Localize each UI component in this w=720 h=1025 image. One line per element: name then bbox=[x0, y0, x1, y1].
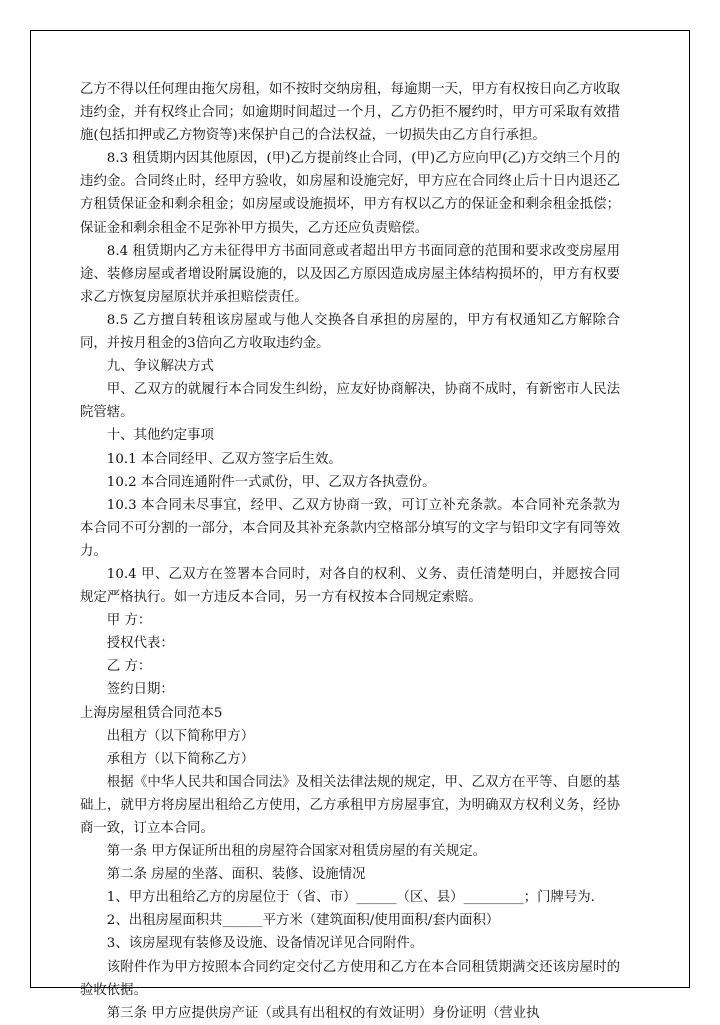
paragraph-clause-10-1: 10.1 本合同经甲、乙双方签字后生效。 bbox=[106, 451, 342, 467]
party-lessee: 承租方（以下简称乙方） bbox=[106, 751, 255, 767]
article-2-heading: 第二条 房屋的坐落、面积、装修、设施情况 bbox=[106, 867, 366, 883]
article-2-item-1: 1、甲方出租给乙方的房屋位于（省、市）______（区、县）_________；门牌号为． bbox=[106, 890, 605, 906]
paragraph-preamble: 根据《中华人民共和国合同法》及相关法律法规的规定，甲、乙双方在平等、自愿的基础上，就甲方将房屋出租给乙方使用，乙方承租甲方房屋事宜，为明确双方权利义务，经协商一致，订立本合同。 bbox=[80, 774, 620, 836]
paragraph-clause-10-3: 10.3 本合同未尽事宜，经甲、乙双方协商一致，可订立补充条款。本合同补充条款为本合同不可分割的一部分，本合同及其补充条款内空格部分填写的文字与铅印文字有同等效力。 bbox=[80, 497, 620, 559]
heading-other-matters: 十、其他约定事项 bbox=[106, 428, 214, 444]
contract-title: 上海房屋租赁合同范本5 bbox=[80, 705, 223, 721]
document-body bbox=[80, 78, 620, 1025]
article-2-item-3: 3、该房屋现有装修及设施、设备情况详见合同附件。 bbox=[106, 936, 424, 952]
signature-party-a: 甲 方： bbox=[106, 613, 152, 629]
party-lessor: 出租方（以下简称甲方） bbox=[106, 728, 255, 744]
heading-dispute-resolution: 九、争议解决方式 bbox=[106, 359, 214, 375]
paragraph-clause-8-5: 8.5 乙方擅自转租该房屋或与他人交换各自承担的房屋的，甲方有权通知乙方解除合同，并按月租金的3倍向乙方收取违约金。 bbox=[80, 312, 620, 352]
article-1: 第一条 甲方保证所出租的房屋符合国家对租赁房屋的有关规定。 bbox=[106, 844, 486, 860]
article-3: 第三条 甲方应提供房产证（或具有出租权的有效证明）身份证明（营业执 bbox=[106, 1005, 540, 1021]
paragraph-clause-10-2: 10.2 本合同连通附件一式贰份，甲、乙双方各执壹份。 bbox=[106, 474, 436, 490]
paragraph-clause-10-4: 10.4 甲、乙双方在签署本合同时，对各自的权利、义务、责任清楚明白，并愿按合同规定严格执行。如一方违反本合同，另一方有权按本合同规定索赔。 bbox=[80, 566, 620, 606]
paragraph-rent-arrears: 乙方不得以任何理由拖欠房租，如不按时交纳房租，每逾期一天，甲方有权按日向乙方收取违约金，并有权终止合同；如逾期时间超过一个月，乙方仍拒不履约时，甲方可采取有效措施(包括扣押或乙方物资等)来保护自己的合法权益，一切损失由乙方自行承担。 bbox=[80, 82, 620, 144]
signature-date: 签约日期： bbox=[106, 682, 174, 698]
article-2-item-2: 2、出租房屋面积共______平方米（建筑面积/使用面积/套内面积） bbox=[106, 913, 500, 929]
paragraph-dispute-resolution: 甲、乙双方的就履行本合同发生纠纷，应友好协商解决，协商不成时，有新密市人民法院管辖。 bbox=[80, 382, 620, 421]
article-2-attachment-note: 该附件作为甲方按照本合同约定交付乙方使用和乙方在本合同租赁期满交还该房屋时的验收依据。 bbox=[80, 959, 620, 998]
signature-party-b: 乙 方： bbox=[106, 659, 152, 675]
paragraph-clause-8-3: 8.3 租赁期内因其他原因，(甲)乙方提前终止合同，(甲)乙方应向甲(乙)方交纳三个月的违约金。合同终止时，经甲方验收，如房屋和设施完好，甲方应在合同终止后十日内退还乙方租赁保证金和剩余租金；如房屋或设施损坏，甲方有权以乙方的保证金和剩余租金抵偿；保证金和剩余租金不足弥补甲方损失，乙方还应负责赔偿。 bbox=[80, 151, 620, 236]
signature-authorized-rep: 授权代表： bbox=[106, 636, 174, 652]
paragraph-clause-8-4: 8.4 租赁期内乙方未征得甲方书面同意或者超出甲方书面同意的范围和要求改变房屋用途、装修房屋或者增设附属设施的，以及因乙方原因造成房屋主体结构损坏的，甲方有权要求乙方恢复房屋原状并承担赔偿责任。 bbox=[80, 243, 620, 305]
